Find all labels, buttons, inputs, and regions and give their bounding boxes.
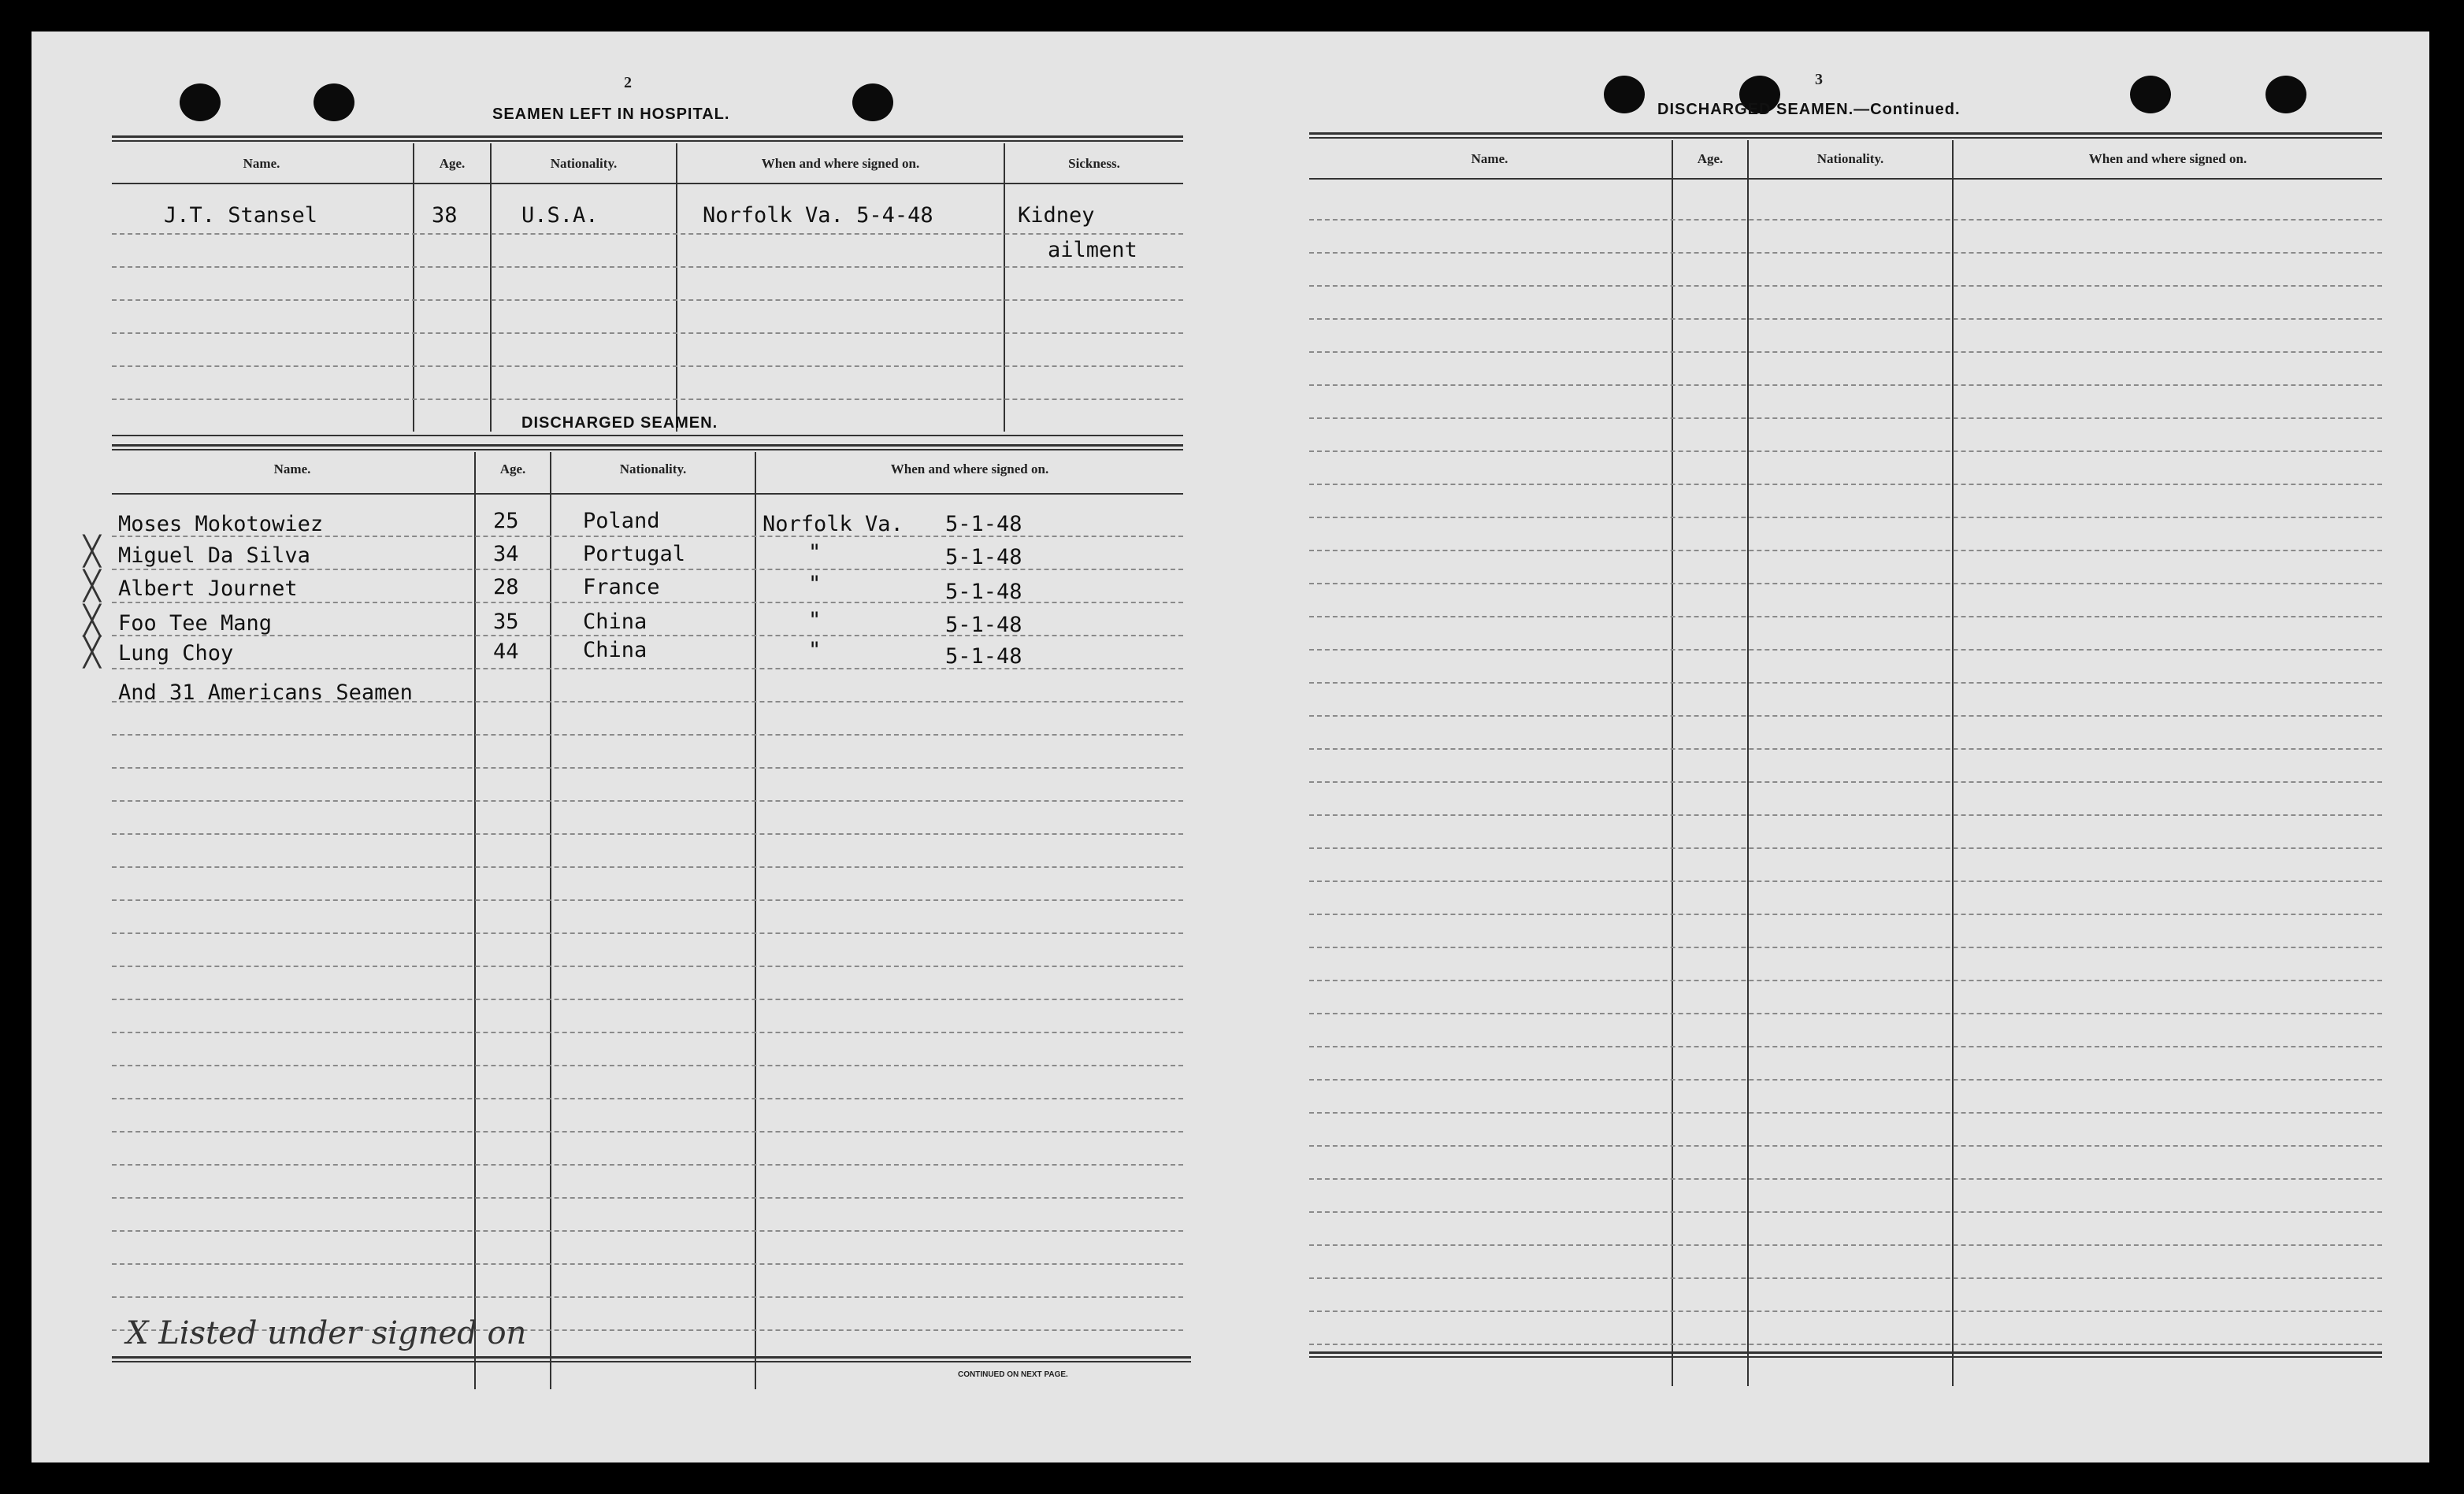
right-col-divider <box>1747 140 1749 1386</box>
ruled-line <box>1309 450 2382 452</box>
discharged-section-title: DISCHARGED SEAMEN. <box>521 414 718 432</box>
discharged-col-divider <box>755 452 756 1389</box>
ruled-line <box>112 365 1183 367</box>
ruled-line <box>1309 285 2382 287</box>
discharged-header-nationality: Nationality. <box>619 462 687 476</box>
ruled-line <box>112 1098 1183 1099</box>
ruled-line <box>112 1164 1183 1166</box>
ruled-line <box>112 266 1183 268</box>
hospital-section-title: SEAMEN LEFT IN HOSPITAL. <box>492 106 730 123</box>
discharged-header-rule <box>112 493 1183 495</box>
ruled-line <box>112 833 1183 835</box>
punch-hole <box>180 83 221 121</box>
right-top-rule <box>1309 132 2382 139</box>
ruled-line <box>112 734 1183 736</box>
hospital-header-rule <box>112 183 1183 184</box>
ruled-line <box>112 932 1183 934</box>
seaman-name: Miguel Da Silva <box>118 543 310 568</box>
seaman-signed-place: " <box>808 608 822 632</box>
punch-hole <box>1604 76 1645 113</box>
right-col-divider <box>1672 140 1673 1386</box>
seaman-name: Foo Tee Mang <box>118 611 273 636</box>
seaman-nationality: Portugal <box>583 542 686 566</box>
hospital-sickness-line1: Kidney <box>1018 203 1095 228</box>
discharged-col-divider <box>474 452 476 1389</box>
seaman-signed-date: 5-1-48 <box>945 545 1022 569</box>
discharged-header-age: Age. <box>499 462 526 476</box>
ruled-line <box>1309 318 2382 320</box>
hospital-age: 38 <box>432 203 458 228</box>
check-mark: ╳ <box>83 570 101 602</box>
ruled-line <box>1309 351 2382 353</box>
seaman-age: 44 <box>493 639 519 664</box>
ruled-line <box>1309 748 2382 750</box>
ruled-line <box>1309 1244 2382 1246</box>
right-col-divider <box>1952 140 1954 1386</box>
left-bottom-rule <box>112 1356 1191 1362</box>
discharged-separator <box>112 435 1183 436</box>
ruled-line <box>1309 517 2382 518</box>
hospital-name: J.T. Stansel <box>164 203 318 228</box>
ruled-line <box>1309 1145 2382 1147</box>
seaman-age: 25 <box>493 509 519 533</box>
ruled-line <box>1309 484 2382 485</box>
discharged-top-rule <box>112 444 1183 450</box>
ruled-line <box>112 899 1183 901</box>
right-header-age: Age. <box>1697 151 1724 166</box>
seaman-name: Albert Journet <box>118 576 298 601</box>
ruled-line <box>1309 947 2382 948</box>
right-header-rule <box>1309 178 2382 180</box>
ruled-line <box>1309 252 2382 254</box>
ruled-line <box>1309 1013 2382 1014</box>
ruled-line <box>1309 814 2382 816</box>
seaman-signed-place: " <box>808 540 822 565</box>
ruled-line <box>112 966 1183 967</box>
ruled-line <box>112 999 1183 1000</box>
ruled-line <box>1309 1046 2382 1047</box>
ruled-line <box>1309 682 2382 684</box>
ruled-line <box>1309 1310 2382 1312</box>
ruled-line <box>112 332 1183 334</box>
seaman-signed-date: 5-1-48 <box>945 580 1022 604</box>
hospital-header-sickness: Sickness. <box>1068 156 1120 171</box>
hospital-sickness-line2: ailment <box>1048 238 1137 262</box>
seaman-signed-place: " <box>808 638 822 662</box>
ruled-line <box>1309 1112 2382 1114</box>
hospital-col-divider <box>490 143 492 432</box>
check-mark: ╳ <box>83 536 101 568</box>
hospital-header-name: Name. <box>243 156 280 171</box>
ruled-line <box>112 1263 1183 1265</box>
ruled-line <box>112 569 1183 570</box>
ruled-line <box>112 767 1183 769</box>
ruled-line <box>112 1065 1183 1066</box>
hospital-col-divider <box>413 143 414 432</box>
seaman-nationality: Poland <box>583 509 660 533</box>
seaman-age: 28 <box>493 575 519 599</box>
check-mark: ╳ <box>83 605 101 637</box>
handwritten-note: X Listed under signed on <box>126 1315 527 1351</box>
ruled-line <box>1309 1211 2382 1213</box>
ruled-line <box>1309 980 2382 981</box>
ruled-line <box>112 1197 1183 1199</box>
seaman-signed-date: 5-1-48 <box>945 512 1022 536</box>
seaman-nationality: China <box>583 638 648 662</box>
seaman-name: Moses Mokotowiez <box>118 512 324 536</box>
ruled-line <box>1309 583 2382 584</box>
page-number-right: 3 <box>1815 71 1823 88</box>
right-header-nationality: Nationality. <box>1816 151 1884 166</box>
seaman-signed-place: Norfolk Va. <box>763 512 904 536</box>
ruled-line <box>1309 914 2382 915</box>
seaman-nationality: France <box>583 575 660 599</box>
ruled-line <box>1309 219 2382 221</box>
hospital-top-rule <box>112 135 1183 142</box>
ruled-line <box>1309 616 2382 617</box>
page-number-left: 2 <box>624 74 632 91</box>
continued-label: CONTINUED ON NEXT PAGE. <box>958 1370 1068 1379</box>
ruled-line <box>112 1296 1183 1298</box>
ruled-line <box>1309 1344 2382 1345</box>
document-sheet <box>32 32 2429 1462</box>
ruled-line <box>112 399 1183 400</box>
discharged-header-signed-on: When and where signed on. <box>890 462 1049 476</box>
hospital-col-divider <box>676 143 677 432</box>
ruled-line <box>1309 1178 2382 1180</box>
ruled-line <box>112 866 1183 868</box>
ruled-line <box>112 800 1183 802</box>
ruled-line <box>1309 384 2382 386</box>
punch-hole <box>852 83 893 121</box>
ruled-line <box>1309 550 2382 551</box>
ruled-line <box>1309 1079 2382 1081</box>
ruled-line <box>1309 649 2382 651</box>
ruled-line <box>1309 1277 2382 1279</box>
seaman-signed-date: 5-1-48 <box>945 613 1022 637</box>
ruled-line <box>1309 417 2382 419</box>
hospital-signed-on: Norfolk Va. 5-4-48 <box>703 203 933 228</box>
ruled-line <box>112 668 1183 669</box>
discharged-header-name: Name. <box>273 462 311 476</box>
right-bottom-rule <box>1309 1351 2382 1358</box>
seaman-age: 35 <box>493 610 519 634</box>
punch-hole <box>314 83 354 121</box>
seaman-signed-place: " <box>808 572 822 596</box>
hospital-header-nationality: Nationality. <box>550 156 618 171</box>
ruled-line <box>112 635 1183 636</box>
hospital-nationality: U.S.A. <box>521 203 599 228</box>
ruled-line <box>1309 880 2382 882</box>
ruled-line <box>112 233 1183 235</box>
ruled-line <box>1309 715 2382 717</box>
hospital-col-divider <box>1004 143 1005 432</box>
seaman-name: Lung Choy <box>118 641 234 665</box>
punch-hole <box>2265 76 2306 113</box>
right-header-signed-on: When and where signed on. <box>2088 151 2247 166</box>
right-header-name: Name. <box>1471 151 1508 166</box>
americans-seamen-note: And 31 Americans Seamen <box>118 680 413 705</box>
seaman-signed-date: 5-1-48 <box>945 644 1022 669</box>
ruled-line <box>112 602 1183 603</box>
ruled-line <box>112 1131 1183 1133</box>
discharged-col-divider <box>550 452 551 1389</box>
punch-hole <box>2130 76 2171 113</box>
ruled-line <box>112 1230 1183 1232</box>
seaman-nationality: China <box>583 610 648 634</box>
hospital-header-age: Age. <box>439 156 466 171</box>
ruled-line <box>112 299 1183 301</box>
ruled-line <box>112 1032 1183 1033</box>
seaman-age: 34 <box>493 542 519 566</box>
ruled-line <box>1309 781 2382 783</box>
discharged-continued-title: DISCHARGED SEAMEN.—Continued. <box>1657 101 1961 118</box>
check-mark: ╳ <box>83 636 101 669</box>
ruled-line <box>1309 847 2382 849</box>
hospital-header-signed-on: When and where signed on. <box>761 156 920 171</box>
